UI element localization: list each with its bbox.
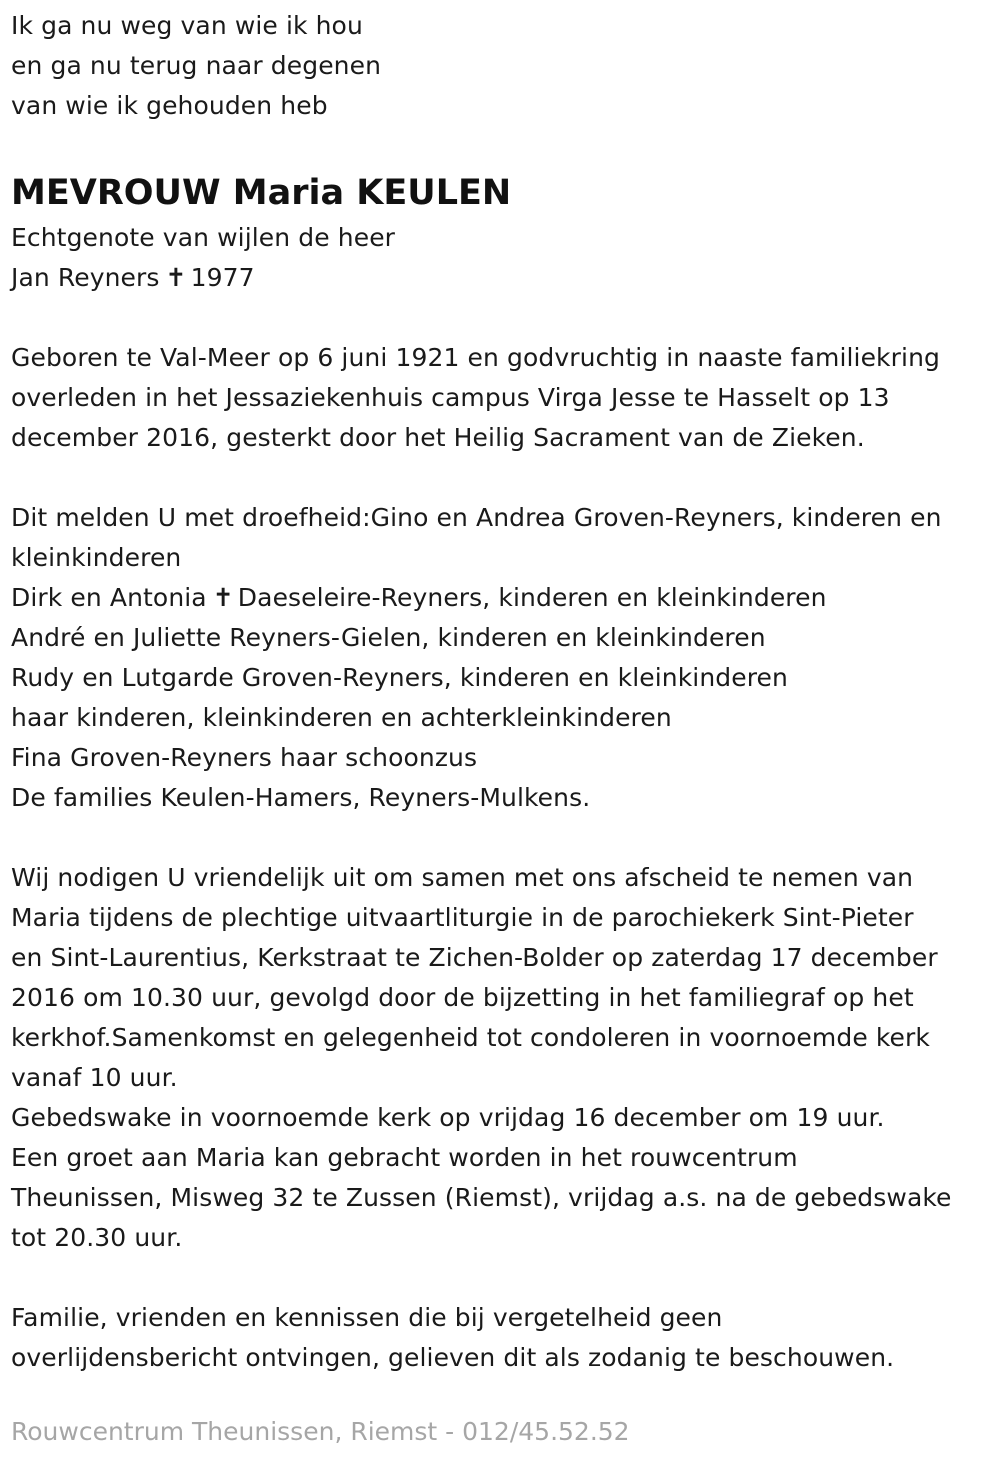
family-line: Fina Groven-Reyners haar schoonzus bbox=[11, 743, 478, 772]
spacer bbox=[11, 818, 1000, 858]
paragraph-line: december 2016, gesterkt door het Heilig Sacrament van de Zieken. bbox=[11, 423, 865, 452]
spouse-info bbox=[11, 218, 1000, 298]
paragraph-line: Familie, vrienden en kennissen die bij vergetelheid geen bbox=[11, 1303, 723, 1332]
service-paragraph bbox=[11, 858, 1000, 1258]
family-line: Rudy en Lutgarde Groven-Reyners, kinderen en kleinkinderen bbox=[11, 663, 788, 692]
spouse-name-line bbox=[11, 258, 1000, 298]
notice-paragraph bbox=[11, 1298, 1000, 1378]
paragraph-line: kerkhof.Samenkomst en gelegenheid tot condoleren in voornoemde kerk bbox=[11, 1023, 930, 1052]
cross-icon: ✝ bbox=[165, 263, 187, 292]
paragraph-line: 2016 om 10.30 uur, gevolgd door de bijzetting in het familiegraf op het bbox=[11, 983, 914, 1012]
poem bbox=[11, 6, 1000, 126]
family-list bbox=[11, 498, 1000, 818]
paragraph-line: Theunissen, Misweg 32 te Zussen (Riemst), vrijdag a.s. na de gebedswake bbox=[11, 1183, 952, 1212]
spouse-death-year: 1977 bbox=[190, 263, 255, 292]
family-line: De families Keulen-Hamers, Reyners-Mulkens. bbox=[11, 783, 591, 812]
paragraph-line: Wij nodigen U vriendelijk uit om samen met ons afscheid te nemen van bbox=[11, 863, 914, 892]
paragraph-line: Gebedswake in voornoemde kerk op vrijdag 16 december om 19 uur. bbox=[11, 1103, 885, 1132]
paragraph-line: Een groet aan Maria kan gebracht worden in het rouwcentrum bbox=[11, 1143, 798, 1172]
spacer bbox=[11, 126, 1000, 166]
family-dirk-surname: Daeseleire-Reyners, kinderen en kleinkinderen bbox=[237, 583, 827, 612]
family-line: Dit melden U met droefheid:Gino en Andrea Groven-Reyners, kinderen en bbox=[11, 503, 942, 532]
spacer bbox=[11, 298, 1000, 338]
paragraph-line: Maria tijdens de plechtige uitvaartliturgie in de parochiekerk Sint-Pieter bbox=[11, 903, 914, 932]
paragraph-line: vanaf 10 uur. bbox=[11, 1063, 178, 1092]
poem-line: en ga nu terug naar degenen bbox=[11, 51, 382, 80]
family-line-dirk bbox=[11, 578, 1000, 618]
family-line: haar kinderen, kleinkinderen en achterkleinkinderen bbox=[11, 703, 672, 732]
cross-icon: ✝ bbox=[212, 583, 234, 612]
paragraph-line: overleden in het Jessaziekenhuis campus Virga Jesse te Hasselt op 13 bbox=[11, 383, 890, 412]
deceased-name: MEVROUW Maria KEULEN bbox=[11, 173, 512, 213]
paragraph-line: overlijdensbericht ontvingen, gelieven dit als zodanig te beschouwen. bbox=[11, 1343, 895, 1372]
poem-line: van wie ik gehouden heb bbox=[11, 91, 328, 120]
funeral-home-footer: Rouwcentrum Theunissen, Riemst - 012/45.52.52 bbox=[11, 1417, 630, 1446]
poem-line: Ik ga nu weg van wie ik hou bbox=[11, 11, 363, 40]
spouse-name: Jan Reyners bbox=[11, 263, 160, 292]
spouse-line: Echtgenote van wijlen de heer bbox=[11, 223, 396, 252]
spacer bbox=[11, 458, 1000, 498]
paragraph-line: tot 20.30 uur. bbox=[11, 1223, 183, 1252]
paragraph-line: en Sint-Laurentius, Kerkstraat te Zichen-Bolder op zaterdag 17 december bbox=[11, 943, 938, 972]
birth-death-paragraph bbox=[11, 338, 1000, 458]
family-line: André en Juliette Reyners-Gielen, kinderen en kleinkinderen bbox=[11, 623, 766, 652]
family-dirk-names: Dirk en Antonia bbox=[11, 583, 207, 612]
paragraph-line: Geboren te Val-Meer op 6 juni 1921 en godvruchtig in naaste familiekring bbox=[11, 343, 940, 372]
family-line: kleinkinderen bbox=[11, 543, 182, 572]
spacer bbox=[11, 1258, 1000, 1298]
